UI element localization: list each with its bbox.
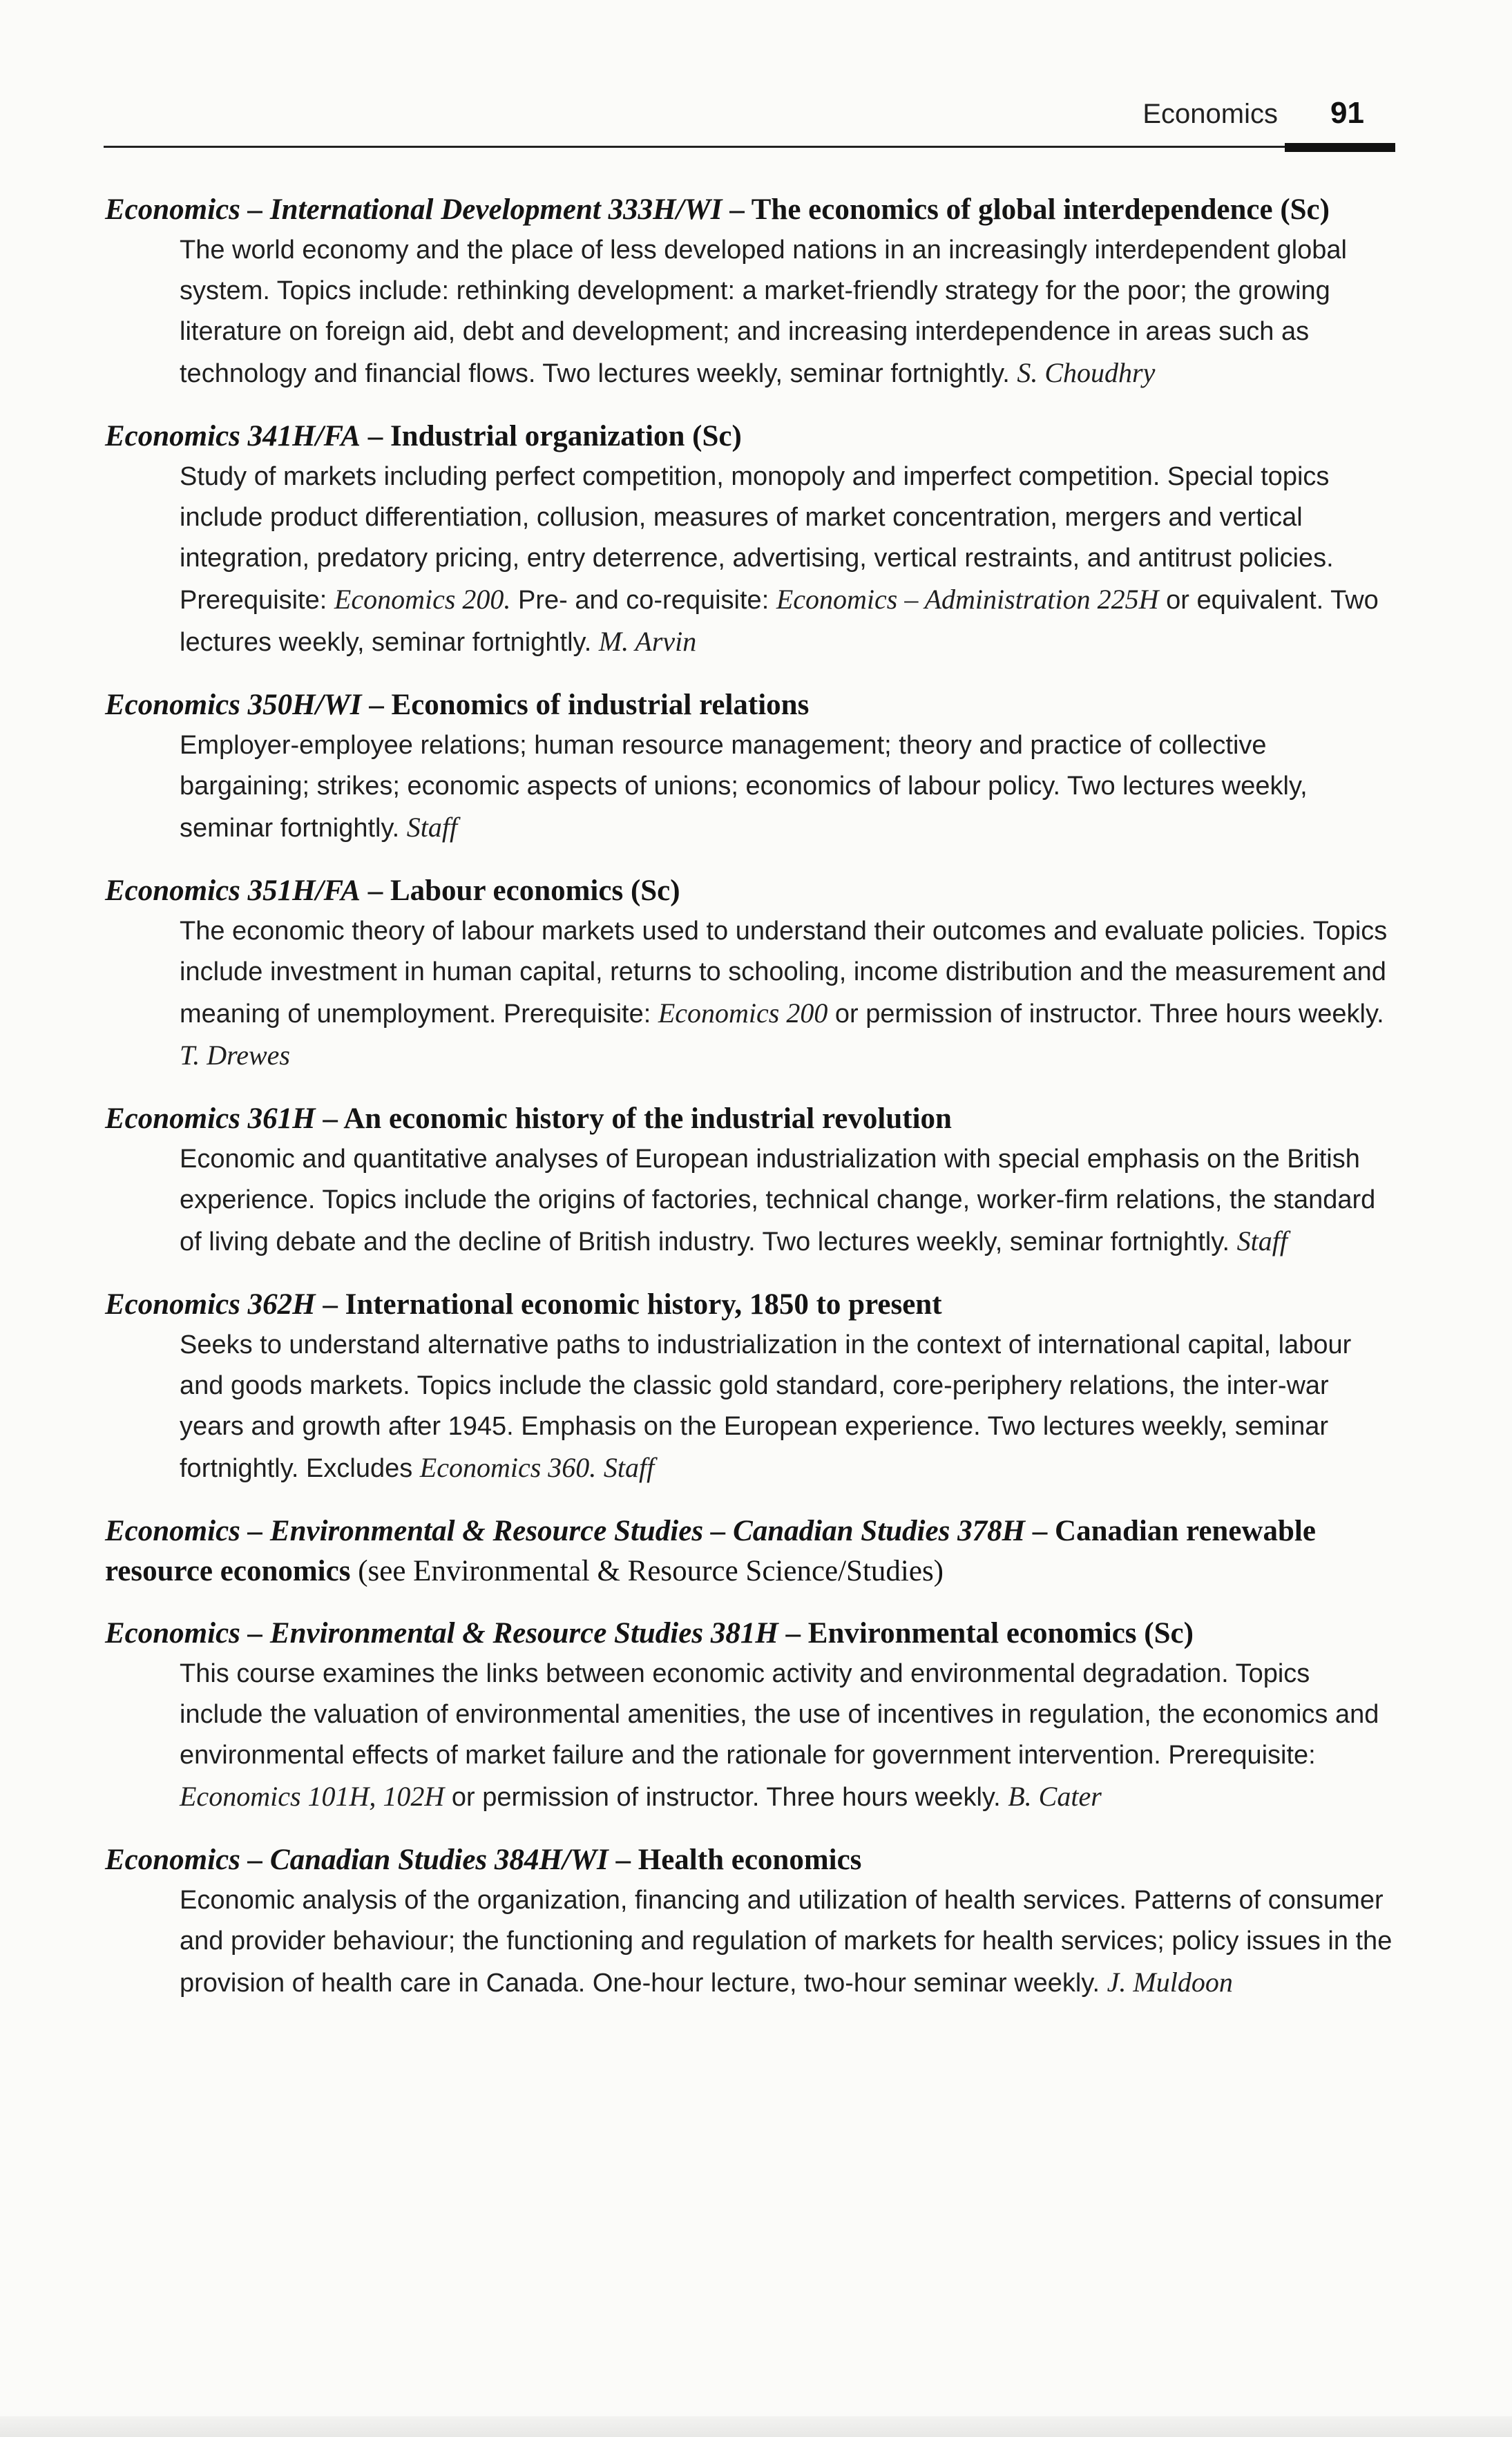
- scan-edge: [0, 2416, 1512, 2437]
- description-text: Pre- and co-requisite:: [517, 586, 769, 615]
- course-listings: [105, 190, 1397, 2026]
- description-text: Study of markets including perfect competition, monopoly and imperfect competition. Special topics include product differentiation, collusion, measures of market concentration, mergers and vertical integration, predatory pricing, entry deterrence, advertising, vertical restraints, and antitrust policies. Prerequisite:: [180, 462, 1334, 615]
- course-entry: [105, 1099, 1397, 1263]
- course-title: [105, 1285, 1397, 1325]
- course-name: Environmental economics (Sc): [807, 1617, 1194, 1650]
- course-entry: [105, 871, 1397, 1077]
- description-text: Seeks to understand alternative paths to industrialization in the context of international capital, labour and goods markets. Topics include the classic gold standard, core-periphery relations, the inter-war years and growth after 1945. Emphasis on the European experience. Two lectures weekly, seminar fortnightly. Excludes: [180, 1330, 1352, 1483]
- section-name: Economics: [1142, 99, 1278, 129]
- description-emphasis: Economics 360.: [419, 1452, 597, 1483]
- course-entry: [105, 1614, 1397, 1818]
- title-separator: –: [608, 1844, 638, 1876]
- course-entry: [105, 1511, 1397, 1592]
- description-emphasis: Economics 200.: [334, 584, 511, 615]
- course-title: [105, 417, 1397, 457]
- course-code: Economics 362H: [105, 1288, 316, 1321]
- course-title: [105, 1511, 1397, 1592]
- course-note: (see Environmental & Resource Science/Studies): [358, 1555, 944, 1587]
- instructor-name: M. Arvin: [598, 626, 697, 657]
- course-entry: [105, 685, 1397, 849]
- course-description: [105, 230, 1397, 394]
- course-title: [105, 871, 1397, 911]
- course-description: [105, 911, 1397, 1077]
- course-code: Economics – Environmental & Resource Studies 381H: [105, 1617, 778, 1650]
- course-code: Economics 350H/WI: [105, 689, 362, 721]
- course-title: [105, 685, 1397, 725]
- description-text: The world economy and the place of less developed nations in an increasingly interdependent global system. Topics include: rethinking development: a market-friendly strategy for the poor; the growing literature on foreign aid, debt and development; and increasing interdependence in areas such as technology and financial flows. Two lectures weekly, seminar fortnightly.: [180, 236, 1347, 388]
- course-code: Economics 361H: [105, 1102, 316, 1135]
- course-title: [105, 1099, 1397, 1139]
- course-title: [105, 1840, 1397, 1880]
- course-entry: [105, 1840, 1397, 2004]
- course-code: Economics – Canadian Studies 384H/WI: [105, 1844, 609, 1876]
- title-separator: –: [722, 193, 752, 226]
- description-text: or equivalent. Two lectures weekly, seminar fortnightly.: [180, 586, 1379, 657]
- course-description: [105, 1654, 1397, 1818]
- course-name: Industrial organization (Sc): [390, 420, 742, 452]
- instructor-name: Staff: [1236, 1225, 1288, 1256]
- description-text: Employer-employee relations; human resource management; theory and practice of collective bargaining; strikes; economic aspects of unions; economics of labour policy. Two lectures weekly, seminar fortnightly.: [180, 731, 1308, 843]
- course-name: Health economics: [638, 1844, 862, 1876]
- description-text: or permission of instructor. Three hours weekly.: [451, 1783, 1001, 1812]
- course-entry: [105, 417, 1397, 663]
- running-header: [104, 93, 1395, 155]
- course-code: Economics 341H/FA: [105, 420, 361, 452]
- course-name: Labour economics (Sc): [390, 875, 680, 907]
- course-title: [105, 1614, 1397, 1654]
- instructor-name: Staff: [406, 812, 458, 843]
- course-code: Economics 351H/FA: [105, 875, 361, 907]
- course-code: Economics – International Development 333H/WI: [105, 193, 722, 226]
- title-separator: –: [360, 875, 390, 907]
- description-text: or permission of instructor. Three hours weekly.: [834, 1000, 1384, 1029]
- description-emphasis: Economics 200: [658, 997, 828, 1029]
- course-name: Economics of industrial relations: [391, 689, 810, 721]
- title-separator: –: [360, 420, 390, 452]
- course-title: [105, 190, 1397, 230]
- course-description: [105, 1880, 1397, 2004]
- title-separator: –: [361, 689, 392, 721]
- description-emphasis: Economics 101H, 102H: [180, 1781, 445, 1812]
- description-text: Economic and quantitative analyses of European industrialization with special emphasis on the British experience. Topics include the origins of factories, technical change, worker-firm relations, the standard of living debate and the decline of British industry. Two lectures weekly, seminar fortnightly.: [180, 1145, 1376, 1256]
- title-separator: –: [315, 1102, 344, 1135]
- course-description: [105, 1139, 1397, 1263]
- description-text: The economic theory of labour markets used to understand their outcomes and evaluate policies. Topics include investment in human capital, returns to schooling, income distribution and the measurement and meaning of unemployment. Prerequisite:: [180, 917, 1388, 1029]
- title-separator: –: [1025, 1515, 1055, 1547]
- course-name: International economic history, 1850 to present: [345, 1288, 942, 1321]
- instructor-name: J. Muldoon: [1107, 1967, 1233, 1998]
- header-tab-marker: [1285, 143, 1395, 152]
- course-description: [105, 1325, 1397, 1489]
- description-text: Economic analysis of the organization, financing and utilization of health services. Patterns of consumer and provider behaviour; the functioning and regulation of markets for health services; policy issues in the provision of health care in Canada. One-hour lecture, two-hour seminar weekly.: [180, 1886, 1393, 1998]
- course-code: Economics – Environmental & Resource Studies – Canadian Studies 378H: [105, 1515, 1026, 1547]
- course-name: The economics of global interdependence (Sc): [751, 193, 1330, 226]
- instructor-name: S. Choudhry: [1017, 357, 1156, 388]
- description-text: This course examines the links between economic activity and environmental degradation. Topics include the valuation of environmental amenities, the use of incentives in regulation, the economics and environmental effects of market failure and the rationale for government intervention. Prerequisite:: [180, 1659, 1379, 1770]
- header-rule: [104, 146, 1395, 148]
- instructor-name: T. Drewes: [180, 1040, 290, 1071]
- course-description: [105, 457, 1397, 663]
- course-name: Canadian renewable resource economics: [105, 1515, 1316, 1587]
- instructor-name: B. Cater: [1008, 1781, 1102, 1812]
- title-separator: –: [778, 1617, 808, 1650]
- course-entry: [105, 190, 1397, 394]
- instructor-name: Staff: [603, 1452, 655, 1483]
- page-number: 91: [1330, 96, 1364, 130]
- course-name: An economic history of the industrial revolution: [343, 1102, 952, 1135]
- course-description: [105, 725, 1397, 849]
- course-entry: [105, 1285, 1397, 1489]
- description-emphasis: Economics – Administration 225H: [776, 584, 1159, 615]
- title-separator: –: [315, 1288, 345, 1321]
